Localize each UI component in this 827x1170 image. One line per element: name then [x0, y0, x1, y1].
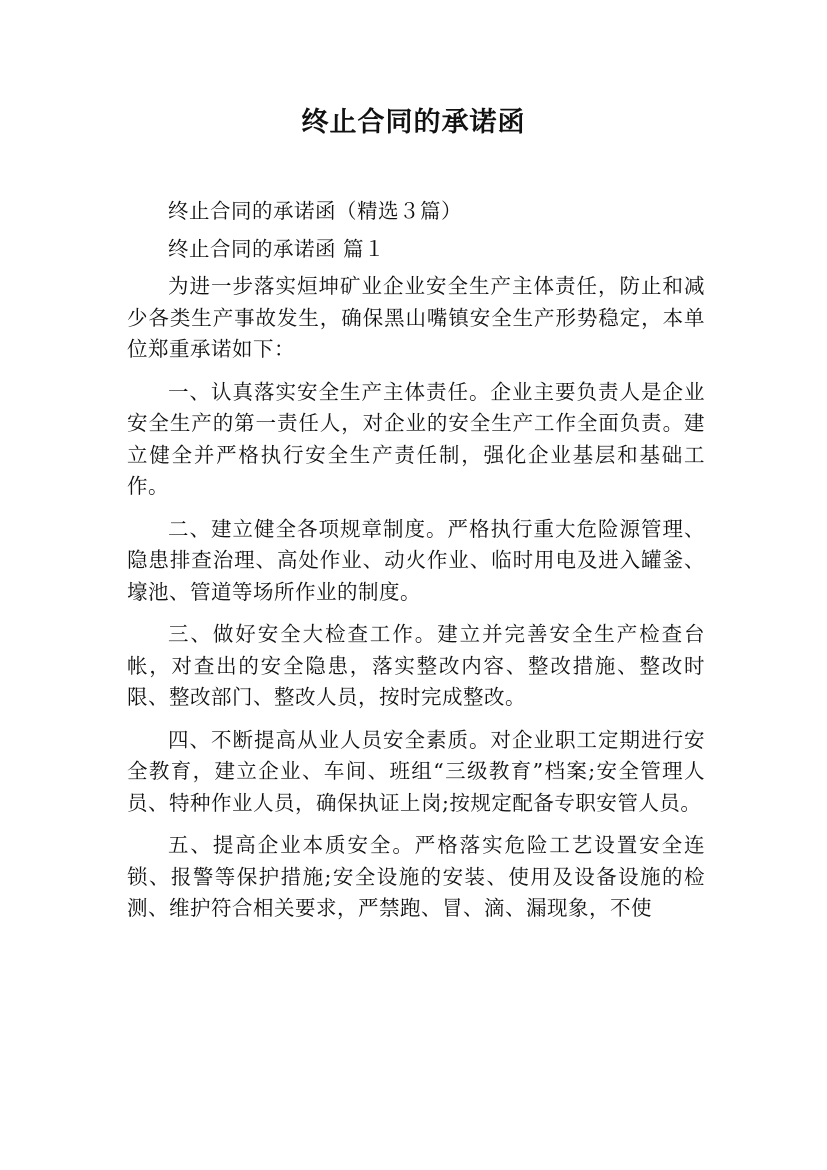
paragraph-item-4: 四、不断提高从业人员安全素质。对企业职工定期进行安全教育，建立企业、车间、班组“三级教育”档案;安全管理人员、特种作业人员，确保执证上岗;按规定配备专职安管人员。	[127, 727, 705, 815]
document-body	[127, 196, 705, 936]
paragraph-item-5: 五、提高企业本质安全。严格落实危险工艺设置安全连锁、报警等保护措施;安全设施的安装、使用及设备设施的检测、维护符合相关要求，严禁跑、冒、滴、漏现象，不使	[127, 833, 705, 920]
section-heading: 终止合同的承诺函 篇１	[168, 236, 386, 261]
paragraph-item-1: 一、认真落实安全生产主体责任。企业主要负责人是企业安全生产的第一责任人，对企业的安全生产工作全面负责。建立健全并严格执行安全生产责任制，强化企业基层和基础工作。	[127, 379, 705, 498]
document-subtitle: 终止合同的承诺函（精选３篇）	[168, 199, 462, 223]
document-title: 终止合同的承诺函	[301, 107, 526, 138]
paragraph-intro: 为进一步落实烜坤矿业企业安全生产主体责任，防止和减少各类生产事故发生，确保黑山嘴镇安全生产形势稳定，本单位郑重承诺如下：	[127, 274, 705, 361]
paragraph-item-2: 二、建立健全各项规章制度。严格执行重大危险源管理、隐患排查治理、高处作业、动火作业、临时用电及进入罐釜、壕池、管道等场所作业的制度。	[127, 516, 705, 604]
paragraph-item-3: 三、做好安全大检查工作。建立并完善安全生产检查台帐，对查出的安全隐患，落实整改内容、整改措施、整改时限、整改部门、整改人员，按时完成整改。	[127, 622, 705, 709]
